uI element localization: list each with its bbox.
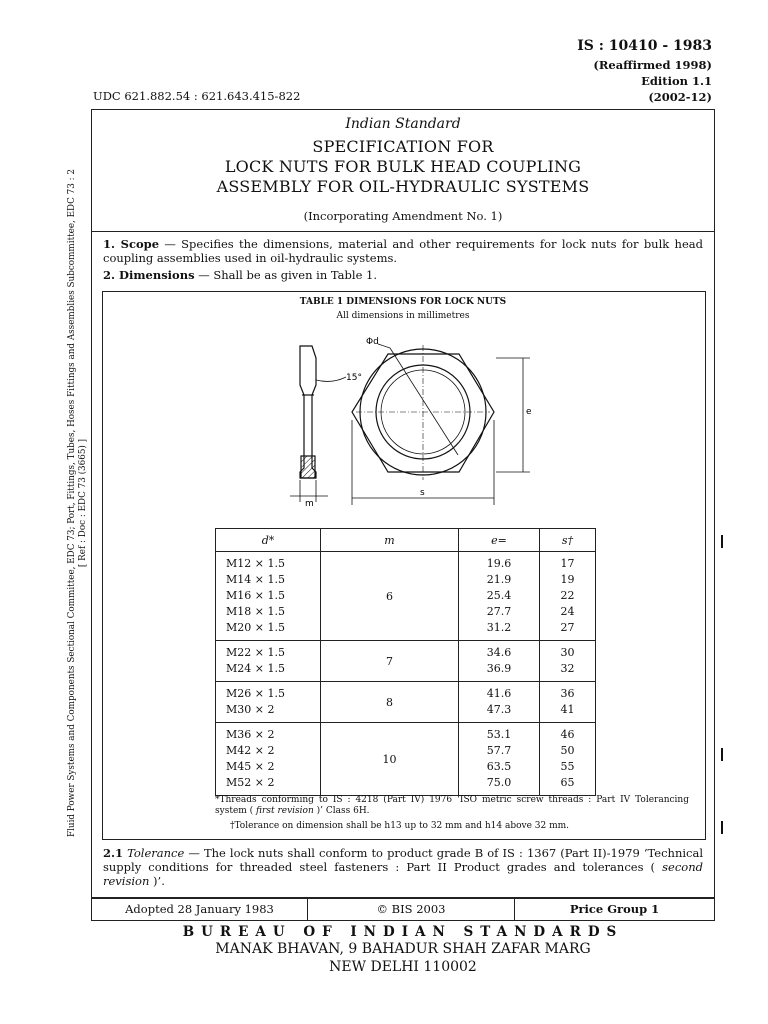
cell-value: M52 × 2 xyxy=(226,776,275,789)
cell-value: M22 × 1.5 xyxy=(226,646,285,659)
dimensions-text: — Shall be as given in Table 1. xyxy=(194,268,377,282)
change-bar xyxy=(721,748,723,761)
scope-text: — Specifies the dimensions, material and other requirements for lock nuts for bulk head coupling assemblies used in oil-hydraulic systems. xyxy=(103,237,703,265)
dimensions-paragraph xyxy=(103,268,703,282)
cell-value: 46 xyxy=(560,728,575,741)
cell-value: 27 xyxy=(560,621,575,634)
scope-heading: 1. Scope xyxy=(103,237,160,251)
table-subcaption: All dimensions in millimetres xyxy=(336,311,470,321)
cell-value: 53.1 xyxy=(486,728,512,741)
footnote-threads xyxy=(215,795,689,817)
label-d: Φd xyxy=(366,337,379,347)
tolerance-number: 2.1 xyxy=(103,846,124,860)
udc-code: UDC 621.882.54 : 621.643.415-822 xyxy=(93,89,301,103)
front-view xyxy=(352,344,530,505)
cell-value: M14 × 1.5 xyxy=(226,573,285,586)
table-cell xyxy=(459,552,540,641)
footnote-threads-text: *Threads conforming to IS : 4218 (Part IV) 1976 ‘ISO metric screw threads : Part IV Tolerancing system ( xyxy=(215,795,689,816)
header-d: d* xyxy=(216,529,321,552)
cell-value: M26 × 1.5 xyxy=(226,687,285,700)
table-cell xyxy=(216,723,321,796)
dimensions-table xyxy=(215,528,596,796)
cell-value: 31.2 xyxy=(486,621,512,634)
table-cell xyxy=(459,682,540,723)
title-line-2: LOCK NUTS FOR BULK HEAD COUPLING xyxy=(224,157,582,176)
cell-value: 75.0 xyxy=(486,776,512,789)
cell-value: 22 xyxy=(560,589,575,602)
header-s: s† xyxy=(540,529,596,552)
change-bar xyxy=(721,821,723,834)
price-group: Price Group 1 xyxy=(569,902,660,916)
sidebar-reference-text: [ Ref : Doc : EDC 73 (3665) ] xyxy=(78,438,88,568)
sidebar-committee-text: Fluid Power Systems and Components Sectional Committee, EDC 73; Port, Fittings, Tubes, Hoses Fittings and Assemblies Subcommittee, EDC 73 : 2 xyxy=(67,169,77,838)
cell-value: M45 × 2 xyxy=(226,760,275,773)
cell-value: 36 xyxy=(560,687,575,700)
table-cell xyxy=(540,552,596,641)
table-cell xyxy=(540,682,596,723)
table-cell xyxy=(216,641,321,682)
table-caption: TABLE 1 DIMENSIONS FOR LOCK NUTS xyxy=(299,297,507,307)
copyright: © BIS 2003 xyxy=(308,898,515,920)
cell-value: 32 xyxy=(560,662,575,675)
amendment-note: (Incorporating Amendment No. 1) xyxy=(303,209,503,223)
title-line-3: ASSEMBLY FOR OIL-HYDRAULIC SYSTEMS xyxy=(216,177,590,196)
cell-value: M12 × 1.5 xyxy=(226,557,285,570)
side-view xyxy=(290,346,346,502)
reaffirmed-note: (Reaffirmed 1998) xyxy=(593,58,712,72)
cell-value: M18 × 1.5 xyxy=(226,605,285,618)
table-cell-m: 8 xyxy=(321,682,459,723)
footnote-threads-italic: first revision xyxy=(256,806,314,816)
label-m: m xyxy=(305,499,314,509)
label-s: s xyxy=(420,488,425,498)
cell-value: 63.5 xyxy=(486,760,512,773)
tolerance-tail: )’. xyxy=(149,874,165,888)
table-row xyxy=(216,723,596,796)
table-row xyxy=(216,682,596,723)
table-cell xyxy=(459,641,540,682)
table-cell-m: 6 xyxy=(321,552,459,641)
cell-value: M30 × 2 xyxy=(226,703,275,716)
lock-nut-drawing xyxy=(280,330,550,520)
title-line-1: SPECIFICATION FOR xyxy=(312,137,494,156)
table-cell-m: 10 xyxy=(321,723,459,796)
cell-value: 17 xyxy=(560,557,575,570)
committee-sidebar xyxy=(67,163,88,843)
cell-value: 34.6 xyxy=(486,646,512,659)
cell-value: 47.3 xyxy=(486,703,512,716)
footer-box xyxy=(91,897,715,921)
publisher-address-2: NEW DELHI 110002 xyxy=(329,959,477,975)
table-row xyxy=(216,641,596,682)
edition-label: Edition 1.1 xyxy=(641,74,712,88)
change-bar xyxy=(721,535,723,548)
footnote-tolerance: †Tolerance on dimension shall be h13 up to 32 mm and h14 above 32 mm. xyxy=(230,821,570,831)
tolerance-text: — The lock nuts shall conform to product grade B of IS : 1367 (Part II)-1979 ‘Technical supply conditions for threaded steel fasteners : Part II Product grades and tolerances ( xyxy=(103,846,703,874)
cell-value: 19.6 xyxy=(486,557,512,570)
divider xyxy=(91,231,714,232)
table-cell-m: 7 xyxy=(321,641,459,682)
document-kicker: Indian Standard xyxy=(345,116,461,132)
cell-value: 24 xyxy=(560,605,575,618)
publisher-address-1: MANAK BHAVAN, 9 BAHADUR SHAH ZAFAR MARG xyxy=(215,941,591,957)
tolerance-paragraph xyxy=(103,846,703,888)
table-cell xyxy=(459,723,540,796)
label-angle: 15° xyxy=(346,373,362,383)
cell-value: 25.4 xyxy=(486,589,512,602)
label-e: e xyxy=(526,407,532,417)
cell-value: M20 × 1.5 xyxy=(226,621,285,634)
cell-value: M16 × 1.5 xyxy=(226,589,285,602)
tolerance-heading: Tolerance xyxy=(127,846,185,860)
footnote-threads-tail: )’ Class 6H. xyxy=(313,806,370,816)
cell-value: M42 × 2 xyxy=(226,744,275,757)
header-m: m xyxy=(321,529,459,552)
table-cell xyxy=(216,552,321,641)
cell-value: 41.6 xyxy=(486,687,512,700)
cell-value: M24 × 1.5 xyxy=(226,662,285,675)
cell-value: 36.9 xyxy=(486,662,512,675)
cell-value: 30 xyxy=(560,646,575,659)
table-cell xyxy=(540,641,596,682)
cell-value: 27.7 xyxy=(486,605,512,618)
table-cell xyxy=(540,723,596,796)
cell-value: 65 xyxy=(560,776,575,789)
cell-value: 19 xyxy=(560,573,575,586)
cell-value: 57.7 xyxy=(486,744,512,757)
cell-value: 50 xyxy=(560,744,575,757)
table-cell xyxy=(216,682,321,723)
edition-year: (2002-12) xyxy=(648,90,712,104)
dimensions-heading: 2. Dimensions xyxy=(103,268,195,282)
table-row xyxy=(216,552,596,641)
tolerance-italic: second revision xyxy=(103,860,703,888)
scope-paragraph xyxy=(103,237,703,265)
cell-value: 41 xyxy=(560,703,575,716)
adopted-date: Adopted 28 January 1983 xyxy=(92,898,308,920)
header-e: e= xyxy=(459,529,540,552)
standard-number: IS : 10410 - 1983 xyxy=(577,38,712,54)
cell-value: 21.9 xyxy=(486,573,512,586)
table-header-row xyxy=(216,529,596,552)
publisher-name: BUREAU OF INDIAN STANDARDS xyxy=(182,924,624,940)
cell-value: 55 xyxy=(560,760,575,773)
cell-value: M36 × 2 xyxy=(226,728,275,741)
